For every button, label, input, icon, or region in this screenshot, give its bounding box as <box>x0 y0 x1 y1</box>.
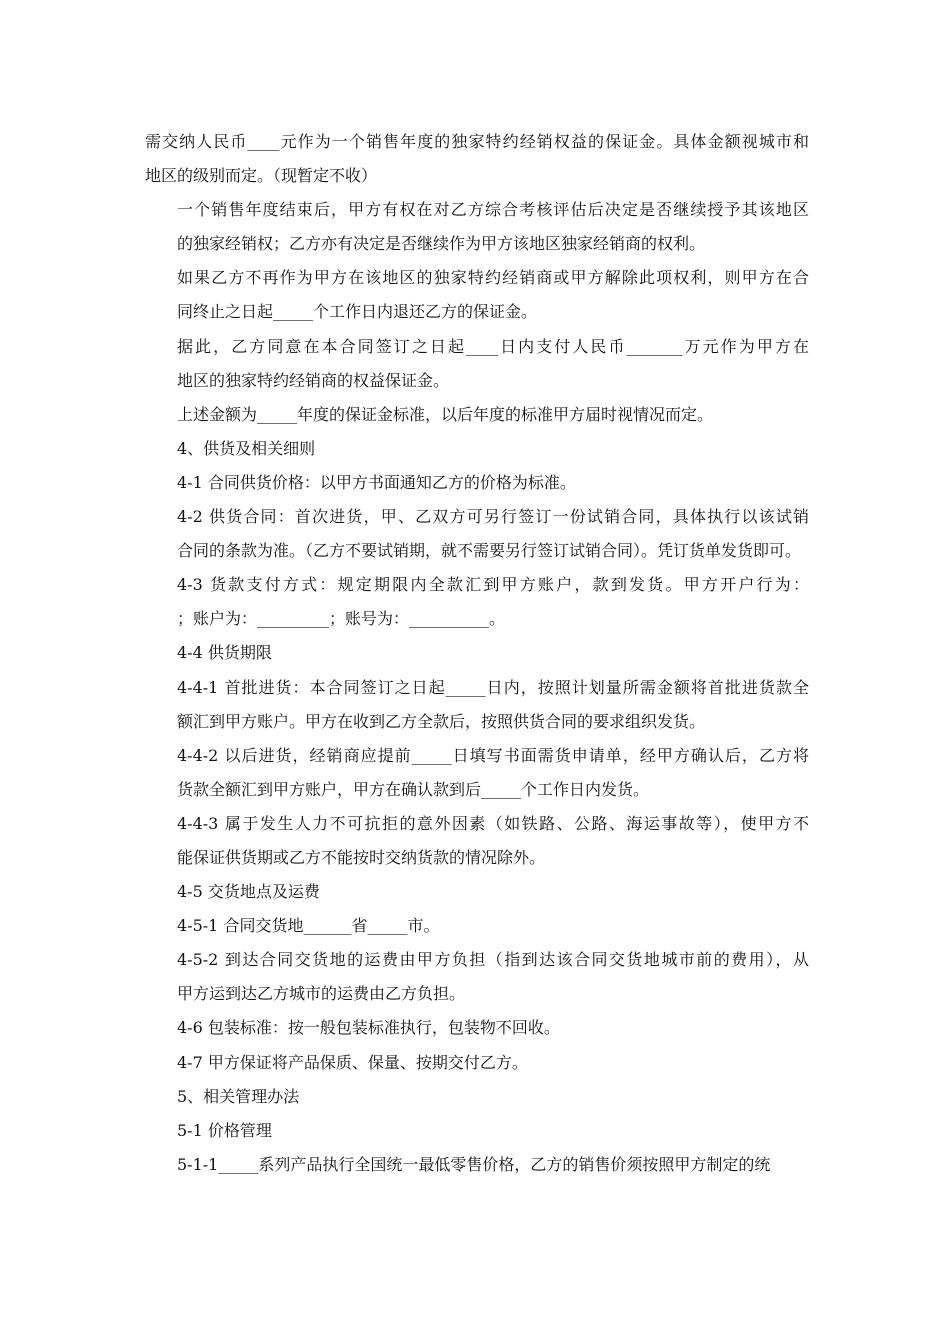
paragraph-line: 同终止之日起_____个工作日内退还乙方的保证金。 <box>177 302 538 322</box>
paragraph <box>145 1046 809 1080</box>
paragraph <box>145 909 809 943</box>
paragraph-line: 5、相关管理办法 <box>177 1086 300 1106</box>
paragraph-line: 4-5-2 到达合同交货地的运费由甲方负担（指到达该合同交货地城市前的费用），从 <box>177 950 809 970</box>
paragraph-line: 5-1-1_____系列产品执行全国统一最低零售价格，乙方的销售价须按照甲方制定的统 <box>177 1154 771 1174</box>
paragraph-line: 甲方运到达乙方城市的运费由乙方负担。 <box>177 984 466 1004</box>
paragraph <box>145 943 809 1011</box>
paragraph <box>145 466 809 500</box>
paragraph <box>145 1148 809 1182</box>
paragraph <box>145 193 809 261</box>
paragraph-line: 需交纳人民币____元作为一个销售年度的独家特约经销权益的保证金。具体金额视城市和 <box>145 132 809 151</box>
paragraph-line: 地区的独家特约经销商的权益保证金。 <box>177 370 450 390</box>
paragraph-line: 合同的条款为准。（乙方不要试销期，就不需要另行签订试销合同）。凭订货单发货即可。 <box>177 541 802 561</box>
paragraph <box>145 1011 809 1045</box>
document-body <box>145 125 809 1182</box>
paragraph <box>145 568 809 636</box>
paragraph-line: 4、供货及相关细则 <box>177 438 316 458</box>
paragraph-line: 能保证供货期或乙方不能按时交纳货款的情况除外。 <box>177 847 546 867</box>
paragraph <box>145 1114 809 1148</box>
paragraph-line: 额汇到甲方账户。甲方在收到乙方全款后，按照供货合同的要求组织发货。 <box>177 711 706 731</box>
paragraph-line: 4-6 包装标准：按一般包装标准执行，包装物不回收。 <box>177 1018 560 1038</box>
paragraph <box>145 261 809 329</box>
paragraph <box>145 807 809 875</box>
paragraph-line: 上述金额为_____年度的保证金标准，以后年度的标准甲方届时视情况而定。 <box>177 404 714 424</box>
paragraph-line: ；账户为：_________；账号为：__________。 <box>177 609 506 629</box>
paragraph <box>145 739 809 807</box>
paragraph-line: 地区的级别而定。（现暂定不收） <box>145 166 378 186</box>
paragraph <box>145 398 809 432</box>
paragraph-line: 4-4-1 首批进货：本合同签订之日起_____日内，按照计划量所需金额将首批进货款全 <box>177 677 809 697</box>
paragraph-line: 一个销售年度结束后，甲方有权在对乙方综合考核评估后决定是否继续授予其该地区 <box>177 200 809 220</box>
paragraph-line: 5-1 价格管理 <box>177 1120 272 1140</box>
paragraph-line: 4-1 合同供货价格：以甲方书面通知乙方的价格为标准。 <box>177 472 576 492</box>
paragraph <box>145 125 809 193</box>
paragraph-line: 4-3 货款支付方式：规定期限内全款汇到甲方账户，款到发货。甲方开户行为： <box>177 575 809 595</box>
paragraph-line: 的独家经销权；乙方亦有决定是否继续作为甲方该地区独家经销商的权利。 <box>177 234 706 254</box>
paragraph <box>145 500 809 568</box>
paragraph-line: 4-4-3 属于发生人力不可抗拒的意外因素（如铁路、公路、海运事故等），使甲方不 <box>177 813 809 833</box>
paragraph <box>145 636 809 670</box>
paragraph-line: 4-4 供货期限 <box>177 643 272 663</box>
paragraph <box>145 432 809 466</box>
paragraph-line: 4-5-1 合同交货地______省_____市。 <box>177 916 440 936</box>
paragraph-line: 据此，乙方同意在本合同签订之日起____日内支付人民币_______万元作为甲方在 <box>177 336 809 356</box>
paragraph <box>145 1080 809 1114</box>
paragraph-line: 4-2 供货合同：首次进货，甲、乙双方可另行签订一份试销合同，具体执行以该试销 <box>177 507 809 527</box>
paragraph-line: 货款全额汇到甲方账户，甲方在确认款到后_____个工作日内发货。 <box>177 779 650 799</box>
paragraph-line: 如果乙方不再作为甲方在该地区的独家特约经销商或甲方解除此项权利，则甲方在合 <box>177 268 809 288</box>
paragraph-line: 4-5 交货地点及运费 <box>177 882 320 902</box>
paragraph <box>145 671 809 739</box>
paragraph-line: 4-7 甲方保证将产品保质、保量、按期交付乙方。 <box>177 1052 528 1072</box>
paragraph <box>145 875 809 909</box>
paragraph-line: 4-4-2 以后进货，经销商应提前_____日填写书面需货申请单，经甲方确认后，乙方将 <box>177 745 809 765</box>
paragraph <box>145 330 809 398</box>
